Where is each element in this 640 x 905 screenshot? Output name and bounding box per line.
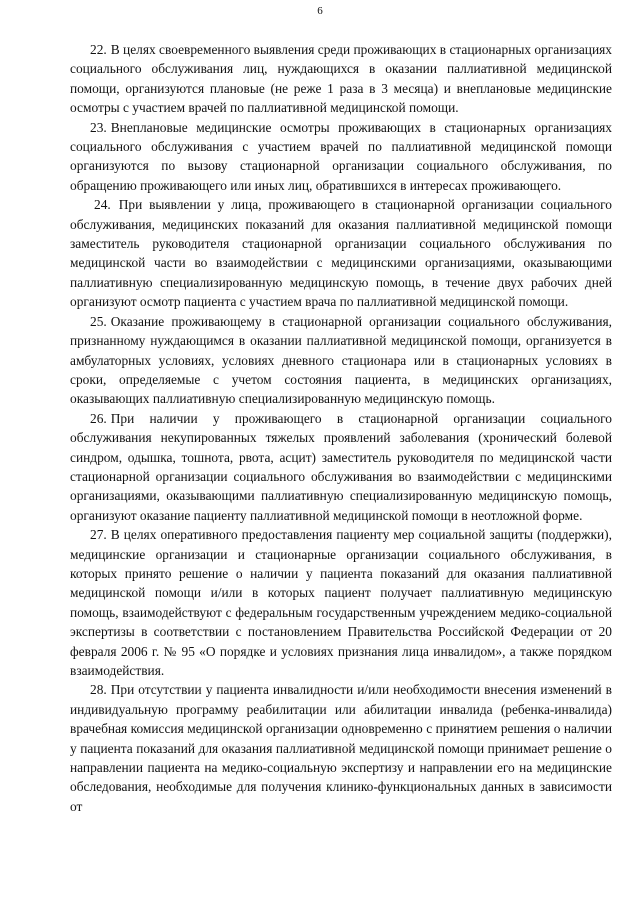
paragraph-number: 23.: [90, 119, 107, 135]
paragraph-number: 28.: [90, 682, 107, 698]
paragraph-28: [70, 680, 612, 816]
paragraph-number: 27.: [90, 527, 107, 543]
page-number: 6: [317, 5, 323, 17]
paragraph-number: 24.: [94, 197, 111, 213]
paragraph-text: В целях своевременного выявления среди проживающих в стационарных организациях социального обслуживания лиц, нуждающихся в оказании паллиативной медицинской помощи, организуются плановые (не реже 1 раза в 3 месяца) и внеплановые медицинские осмотры с участием врачей по паллиативной медицинской помощи.: [70, 42, 612, 116]
paragraph-25: [70, 312, 612, 409]
paragraph-text: При наличии у проживающего в стационарной организации социального обслуживания некупированных тяжелых проявлений заболевания (хронический болевой синдром, одышка, тошнота, рвота, асцит) заместитель руководителя по медицинской части стационарной организации социального обслуживания во взаимодействии с медицинскими организациями, оказывающими паллиативную специализированную медицинскую помощь, организуют оказание пациенту паллиативной медицинской помощи в неотложной форме.: [70, 410, 612, 523]
paragraph-23: [70, 118, 612, 196]
paragraph-number: 26.: [90, 410, 107, 426]
paragraph-text: При отсутствии у пациента инвалидности и/или необходимости внесения изменений в индивидуальную программу реабилитации или абилитации инвалида (ребенка-инвалида) врачебная комиссия медицинской организации одновременно с принятием решения о наличии у пациента показаний для оказания паллиативной медицинской помощи принимает решение о направлении пациента на медико-социальную экспертизу и направлении его на медицинские обследования, необходимые для получения клинико-функциональных данных в зависимости от: [70, 682, 612, 814]
paragraph-22: [70, 40, 612, 118]
paragraph-27: [70, 525, 612, 680]
paragraph-text: Внеплановые медицинские осмотры проживающих в стационарных организациях социального обслуживания с участием врачей по паллиативной медицинской помощи организуются по вызову стационарной организации социального обслуживания, по обращению проживающего или иных лиц, обратившихся в интересах проживающего.: [70, 119, 612, 193]
paragraph-24: [70, 195, 612, 311]
paragraph-text: В целях оперативного предоставления пациенту мер социальной защиты (поддержки), медицинские организации и стационарные организации социального обслуживания, в которых принято решение о наличии у пациента показаний для оказания паллиативной медицинской помощи и/или в которых пациент получает паллиативную медицинскую помощь, взаимодействуют с федеральным государственным учреждением медико-социальной экспертизы в соответствии с постановлением Правительства Российской Федерации от 20 февраля 2006 г. № 95 «О порядке и условиях признания лица инвалидом», а также порядком взаимодействия.: [70, 527, 612, 678]
document-body: [70, 40, 612, 816]
paragraph-number: 25.: [90, 313, 107, 329]
paragraph-number: 22.: [90, 42, 107, 57]
paragraph-text: Оказание проживающему в стационарной организации социального обслуживания, признанному нуждающимся в оказании паллиативной медицинской помощи, организуется в амбулаторных условиях, условиях дневного стационара или в стационарных условиях в сроки, определяемые с учетом состояния пациента, в медицинских организациях, оказывающих паллиативную специализированную медицинскую помощь.: [70, 313, 612, 407]
paragraph-text: При выявлении у лица, проживающего в стационарной организации социального обслуживания, медицинских показаний для оказания паллиативной медицинской помощи заместитель руководителя стационарной организации социального обслуживания по медицинской части во взаимодействии с медицинскими организациями, оказывающими паллиативную специализированную медицинскую помощь, в течение двух рабочих дней организуют осмотр пациента с участием врача по паллиативной медицинской помощи.: [70, 197, 612, 310]
paragraph-26: [70, 409, 612, 525]
